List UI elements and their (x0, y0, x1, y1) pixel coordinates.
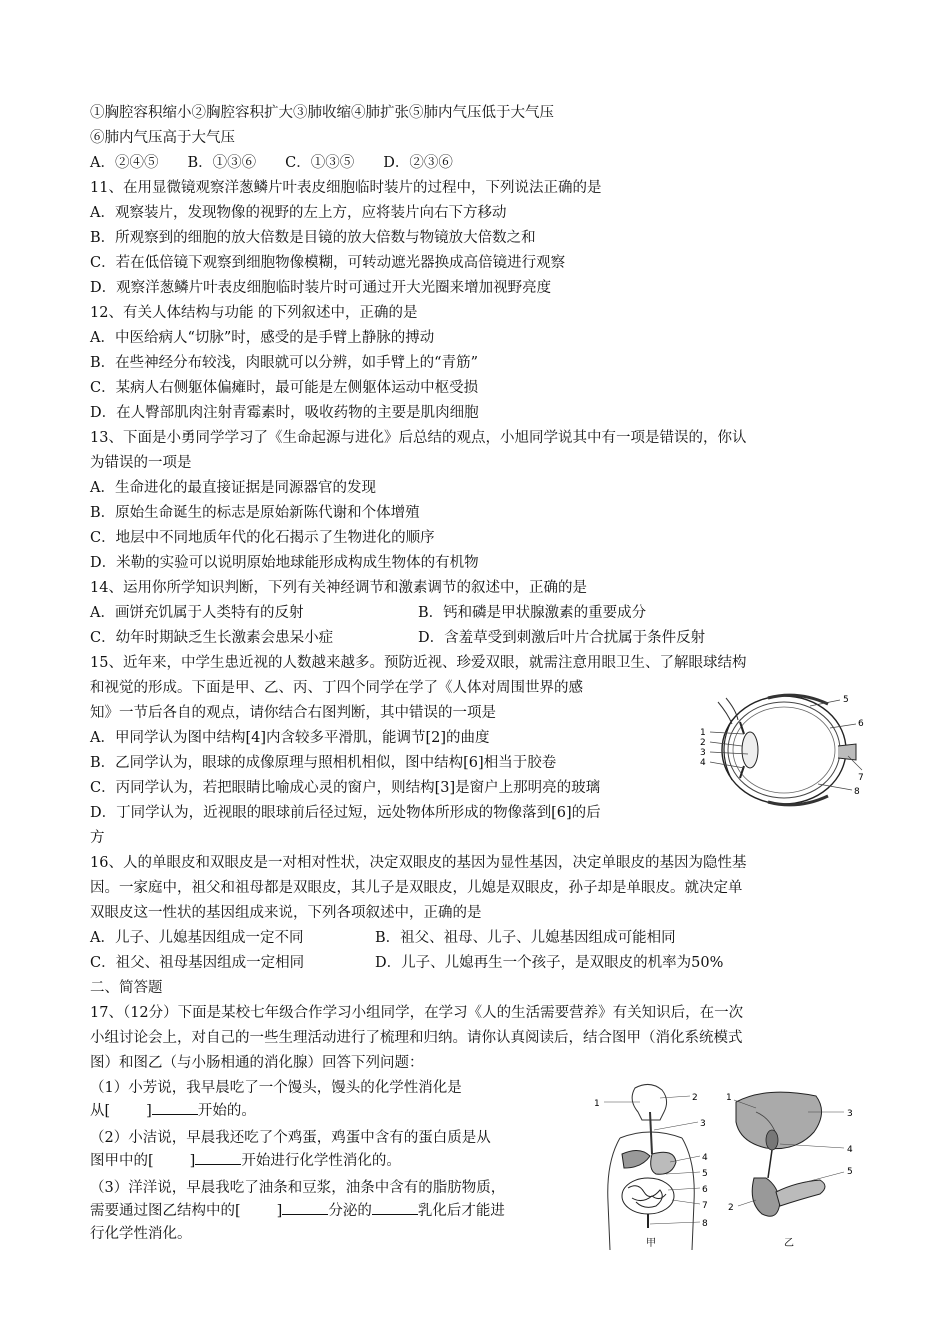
q17-stem-line2: 小组讨论会上，对自己的一些生理活动进行了梳理和归纳。请你认真阅读后，结合图甲（消化系统模式 (90, 1030, 743, 1046)
eye-label-2: 2 (700, 738, 706, 748)
q14-stem: 14、运用你所学知识判断，下列有关神经调节和激素调节的叙述中，正确的是 (90, 580, 587, 596)
q17-part1-line2 (90, 1100, 256, 1121)
jia-label-3: 3 (700, 1119, 706, 1129)
q14-option-b: B．钙和磷是甲状腺激素的重要成分 (418, 605, 647, 621)
q17-stem-line1: 17、（12分）下面是某校七年级合作学习小组同学，在学习《人的生活需要营养》有关知识后，在一次 (90, 1005, 744, 1021)
q12-option-b: B．在些神经分布较浅，肉眼就可以分辨，如手臂上的“青筋” (90, 355, 478, 371)
eye-label-8: 8 (854, 787, 860, 797)
q16-option-a: A．儿子、儿媳基因组成一定不同 (90, 930, 304, 946)
q17-part1-pre: 从[ (90, 1103, 111, 1119)
q12-option-d: D．在人臀部肌肉注射青霉素时，吸收药物的主要是肌肉细胞 (90, 405, 479, 421)
q17-part2-blank[interactable] (195, 1150, 241, 1165)
yi-label-3: 3 (847, 1109, 853, 1119)
eye-label-5: 5 (843, 695, 849, 705)
q17-stem-line3: 图）和图乙（与小肠相通的消化腺）回答下列问题： (90, 1055, 424, 1071)
q17-part3-blank1[interactable] (282, 1200, 328, 1215)
yi-label-2: 2 (728, 1203, 734, 1213)
q11-option-a: A．观察装片，发现物像的视野的左上方，应将装片向右下方移动 (90, 205, 507, 221)
jia-caption: 甲 (646, 1238, 656, 1249)
q12-option-c: C．某病人右侧躯体偏瘫时，最可能是左侧躯体运动中枢受损 (90, 380, 479, 396)
q17-part3-line2 (90, 1200, 505, 1221)
q13-option-d: D．米勒的实验可以说明原始地球能形成构成生物体的有机物 (90, 555, 479, 571)
q16-stem-line2: 因。一家庭中，祖父和祖母都是双眼皮，其儿子是双眼皮，儿媳是双眼皮，孙子却是单眼皮。就决定单 (90, 880, 743, 896)
q17-part3-line3: 行化学性消化。 (90, 1226, 192, 1242)
q10-options-line2: ⑥肺内气压高于大气压 (90, 130, 235, 146)
eye-label-7: 7 (858, 773, 864, 783)
q13-stem-line2: 为错误的一项是 (90, 455, 192, 471)
yi-label-5: 5 (847, 1167, 853, 1177)
q16-option-b: B．祖父、祖母、儿子、儿媳基因组成可能相同 (375, 930, 676, 946)
eye-label-6: 6 (858, 719, 864, 729)
q17-part1-mid: ] (146, 1103, 152, 1119)
q17-part2-mid: ] (189, 1153, 196, 1169)
q11-option-d: D．观察洋葱鳞片叶表皮细胞临时装片时可通过开大光圈来增加视野亮度 (90, 280, 552, 296)
q13-option-b: B．原始生命诞生的标志是原始新陈代谢和个体增殖 (90, 505, 420, 521)
eye-structure-diagram (698, 684, 866, 816)
q15-option-d-line2: 方 (90, 830, 105, 846)
q16-stem-line3: 双眼皮这一性状的基因组成来说，下列各项叙述中，正确的是 (90, 905, 482, 921)
eye-label-1: 1 (700, 728, 706, 738)
q14-option-d: D．含羞草受到刺激后叶片合扰属于条件反射 (418, 630, 706, 646)
q17-part2-line1: （2）小洁说，早晨我还吃了个鸡蛋，鸡蛋中含有的蛋白质是从 (90, 1130, 491, 1146)
q17-part3-line1: （3）洋洋说，早晨我吃了油条和豆浆，油条中含有的脂肪物质， (90, 1180, 506, 1196)
jia-label-6: 6 (702, 1185, 708, 1195)
q11-option-c: C．若在低倍镜下观察到细胞物像模糊，可转动遮光器换成高倍镜进行观察 (90, 255, 566, 271)
jia-label-5: 5 (702, 1169, 708, 1179)
q17-part3-post: 乳化后才能进 (417, 1203, 505, 1219)
q17-part2-post: 开始进行化学性消化的。 (241, 1153, 401, 1169)
q10-options-line1: ①胸腔容积缩小②胸腔容积扩大③肺收缩④肺扩张⑤肺内气压低于大气压 (90, 105, 554, 121)
q11-stem: 11、在用显微镜观察洋葱鳞片叶表皮细胞临时装片的过程中，下列说法正确的是 (90, 180, 602, 196)
q16-option-d: D．儿子、儿媳再生一个孩子，是双眼皮的机率为50% (375, 955, 724, 971)
q17-part3-mid2: 分泌的 (328, 1203, 372, 1219)
q17-part3-pre: 需要通过图乙结构中的[ (90, 1203, 241, 1219)
q12-option-a: A．中医给病人“切脉”时，感受的是手臂上静脉的搏动 (90, 330, 435, 346)
q14-option-c: C．幼年时期缺乏生长激素会患呆小症 (90, 630, 334, 646)
q12-stem: 12、有关人体结构与功能 的下列叙述中，正确的是 (90, 305, 418, 321)
jia-label-4: 4 (702, 1153, 708, 1163)
jia-label-7: 7 (702, 1201, 708, 1211)
q15-option-d-line1: D．丁同学认为，近视眼的眼球前后径过短，远处物体所形成的物像落到[6]的后 (90, 805, 601, 821)
yi-label-1: 1 (726, 1093, 732, 1103)
q10-choices: A．②④⑤ B．①③⑥ C．①③⑤ D．②③⑥ (90, 155, 453, 171)
q13-option-c: C．地层中不同地质年代的化石揭示了生物进化的顺序 (90, 530, 435, 546)
eye-label-3: 3 (700, 748, 706, 758)
q17-part1-line1: （1）小芳说，我早晨吃了一个馒头，馒头的化学性消化是 (90, 1080, 462, 1096)
q15-stem-line3: 知》一节后各自的观点，请你结合右图判断，其中错误的一项是 (90, 705, 496, 721)
q16-option-c: C．祖父、祖母基因组成一定相同 (90, 955, 305, 971)
q17-part2-line2 (90, 1150, 401, 1171)
q17-part3-mid: ] (276, 1203, 283, 1219)
yi-label-4: 4 (847, 1145, 853, 1155)
q15-stem-line2: 和视觉的形成。下面是甲、乙、丙、丁四个同学在学了《人体对周围世界的感 (90, 680, 583, 696)
q15-option-b: B．乙同学认为，眼球的成像原理与照相机相似，图中结构[6]相当于胶卷 (90, 755, 557, 771)
q15-option-a: A．甲同学认为图中结构[4]内含较多平滑肌，能调节[2]的曲度 (90, 730, 490, 746)
section-heading: 二、简答题 (90, 980, 163, 996)
jia-label-8: 8 (702, 1219, 708, 1229)
q17-part2-pre: 图甲中的[ (90, 1153, 154, 1169)
jia-label-1: 1 (594, 1099, 600, 1109)
digestive-glands-diagram (726, 1082, 862, 1250)
q15-option-c: C．丙同学认为，若把眼睛比喻成心灵的窗户，则结构[3]是窗户上那明亮的玻璃 (90, 780, 601, 796)
eye-label-4: 4 (700, 758, 706, 768)
jia-label-2: 2 (692, 1093, 698, 1103)
q16-stem-line1: 16、人的单眼皮和双眼皮是一对相对性状，决定双眼皮的基因为显性基因，决定单眼皮的基因为隐性基 (90, 855, 747, 871)
q11-option-b: B．所观察到的细胞的放大倍数是目镜的放大倍数与物镜放大倍数之和 (90, 230, 536, 246)
yi-caption: 乙 (784, 1238, 794, 1249)
q17-part3-blank2[interactable] (372, 1200, 418, 1215)
q13-stem-line1: 13、下面是小勇同学学习了《生命起源与进化》后总结的观点，小旭同学说其中有一项是错误的，你认 (90, 430, 747, 446)
q15-stem-line1: 15、近年来，中学生患近视的人数越来越多。预防近视、珍爱双眼，就需注意用眼卫生、了解眼球结构 (90, 655, 747, 671)
q17-part1-blank[interactable] (152, 1100, 198, 1115)
q13-option-a: A．生命进化的最直接证据是同源器官的发现 (90, 480, 376, 496)
q14-option-a: A．画饼充饥属于人类特有的反射 (90, 605, 304, 621)
digestive-system-diagram (590, 1082, 724, 1250)
q17-part1-post: 开始的。 (197, 1103, 256, 1119)
